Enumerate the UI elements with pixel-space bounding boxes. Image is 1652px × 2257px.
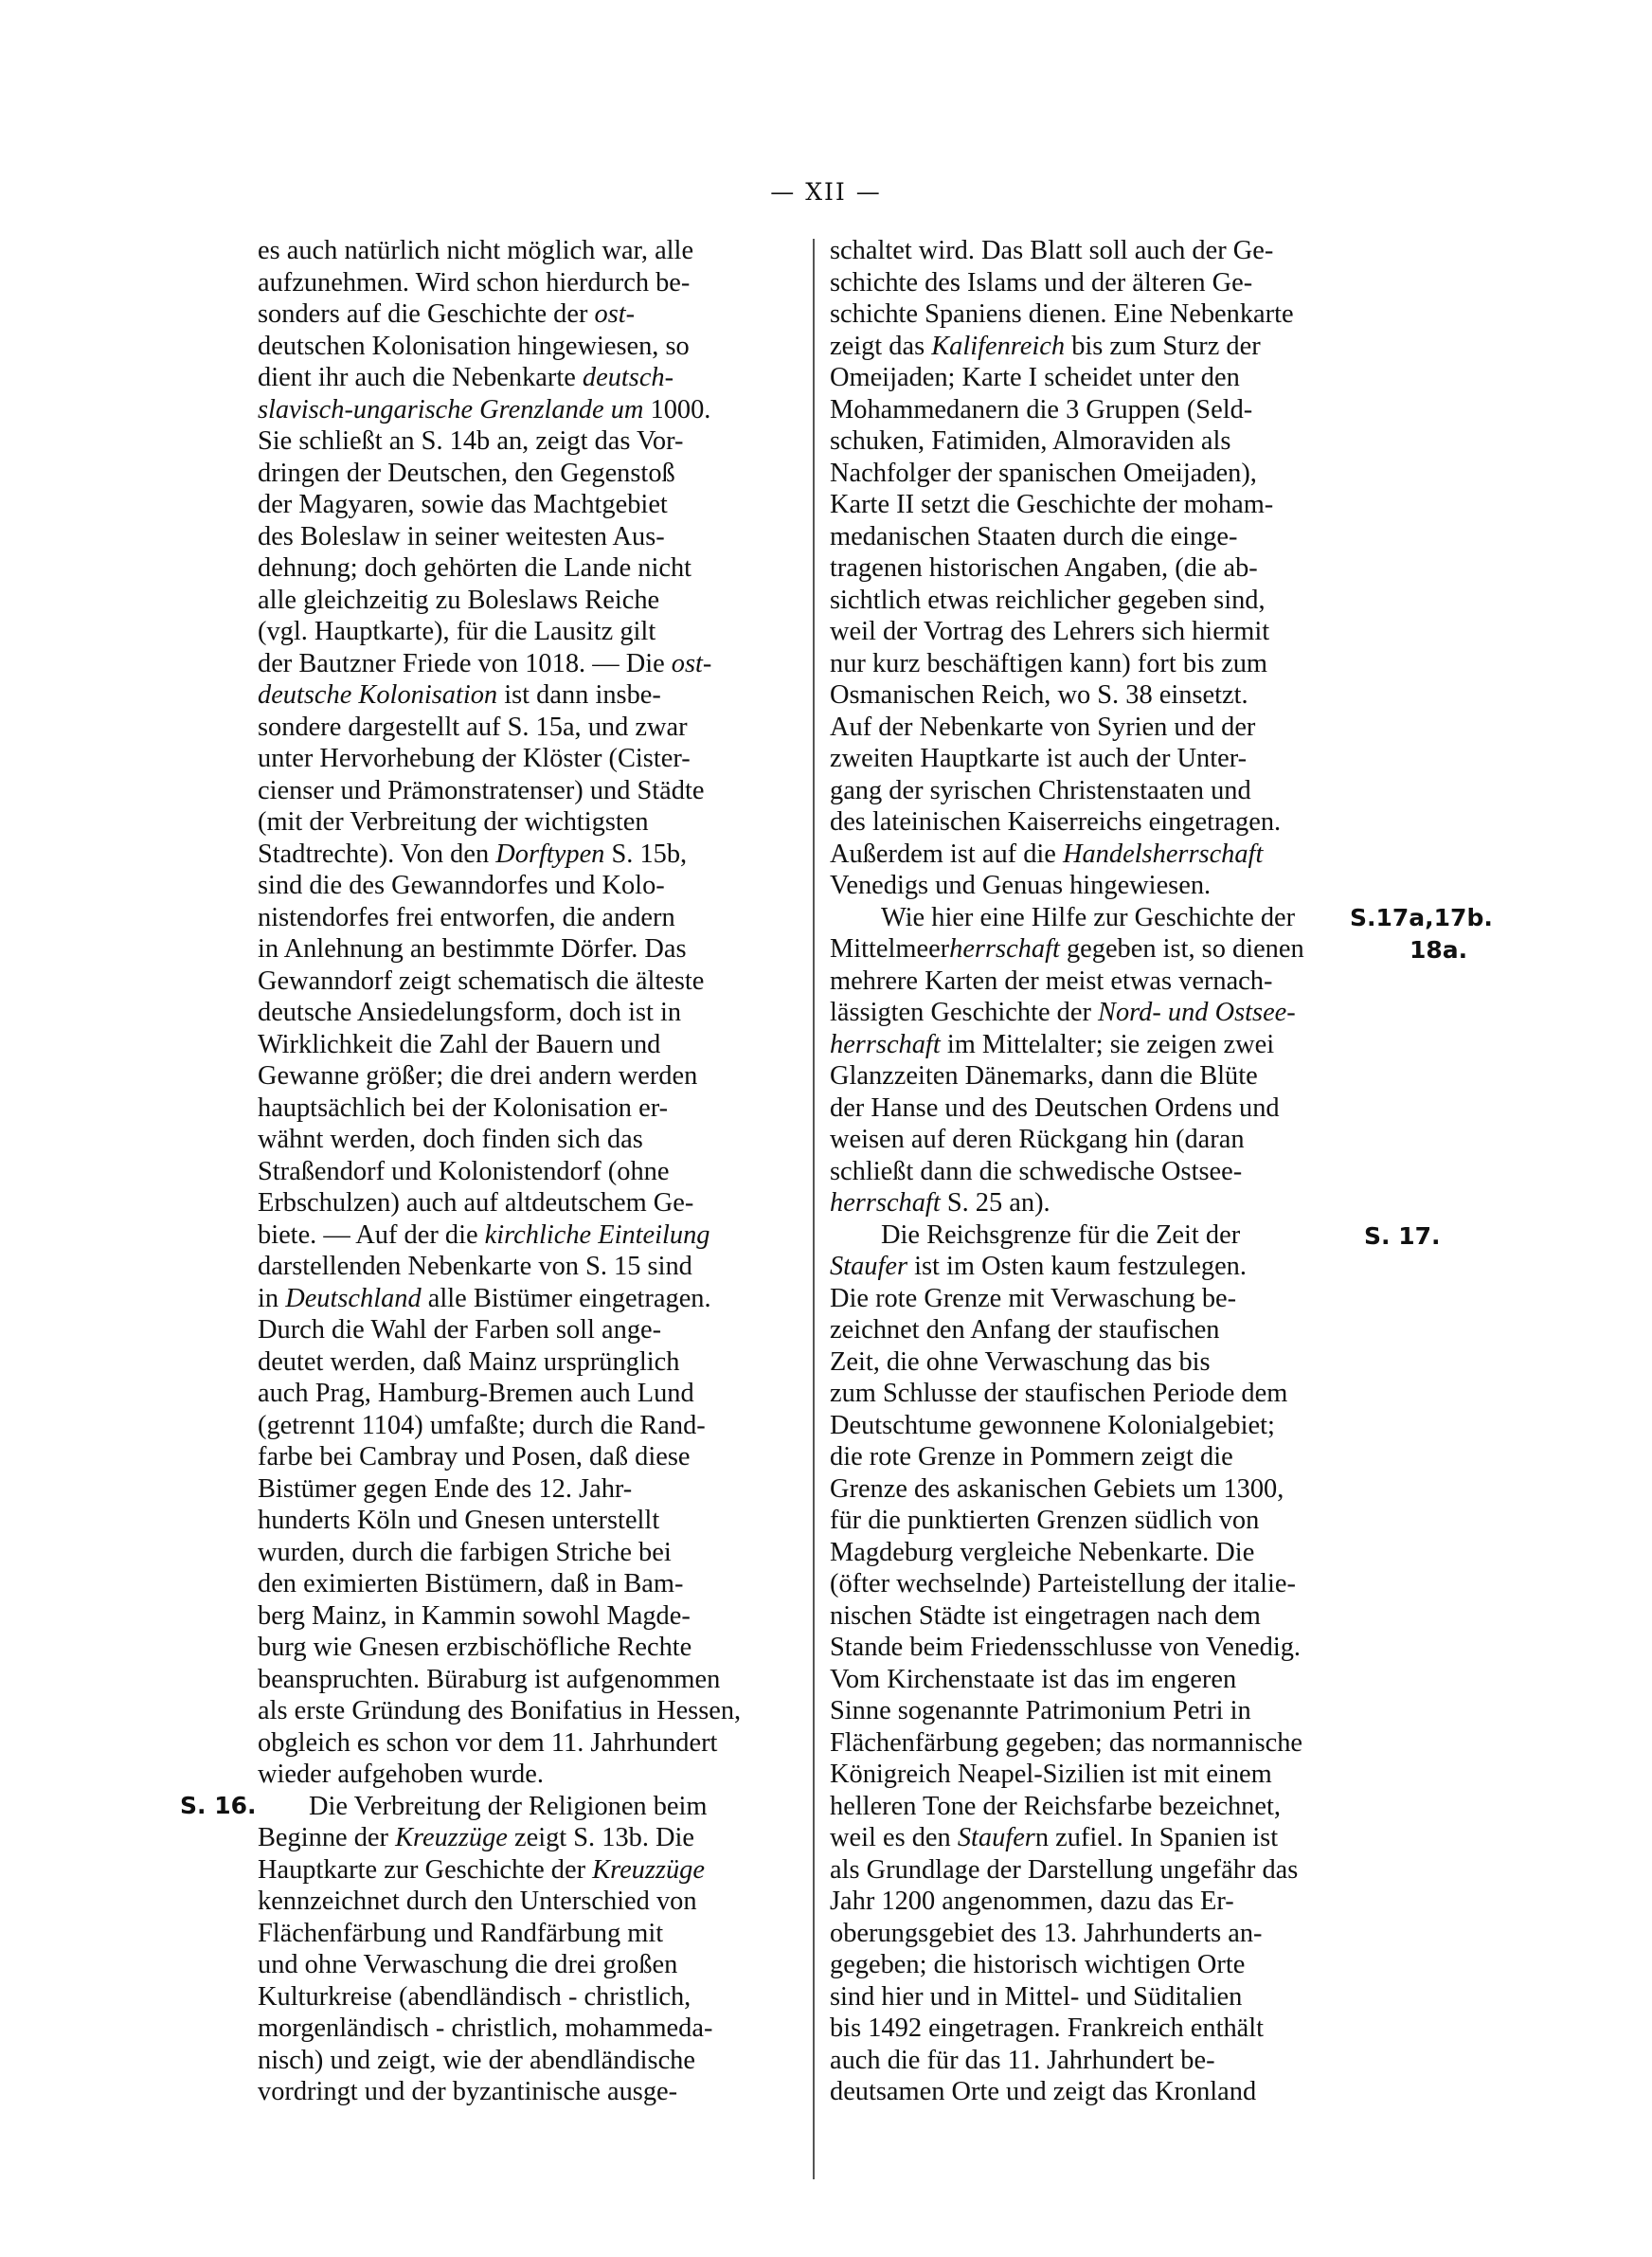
text-line: bis 1492 eingetragen. Frankreich enthält (830, 2013, 1265, 2043)
text-line: der Bautzner Friede von 1018. — Die ost- (258, 648, 712, 678)
text-line: schaltet wird. Das Blatt soll auch der Ge- (830, 236, 1274, 265)
text-line: (vgl. Hauptkarte), für die Lausitz gilt (258, 617, 656, 646)
text-line: cienser und Prämonstratenser) und Städte (258, 775, 705, 805)
right-text-column (830, 235, 1368, 2108)
text-line: aufzunehmen. Wird schon hierdurch be- (258, 267, 691, 298)
text-line: kennzeichnet durch den Unterschied von (258, 1887, 697, 1916)
text-line: dehnung; doch gehörten die Lande nicht (258, 553, 692, 583)
text-line: medanischen Staaten durch die einge- (830, 521, 1238, 551)
text-line: sind hier und in Mittel- und Süditalien (830, 1981, 1243, 2012)
text-line: farbe bei Cambray und Posen, daß diese (258, 1442, 691, 1472)
text-line: Grenze des askanischen Gebiets um 1300, (830, 1473, 1284, 1504)
text-line: den eximierten Bistümern, daß in Bam- (258, 1569, 684, 1598)
column-divider (813, 239, 815, 2179)
text-line: Wirklichkeit die Zahl der Bauern und (258, 1029, 661, 1059)
text-line: zweiten Hauptkarte ist auch der Unter- (830, 744, 1248, 773)
text-line: Die Verbreitung der Religionen beim (309, 1791, 708, 1821)
text-line: Die rote Grenze mit Verwaschung be- (830, 1283, 1237, 1313)
text-line: Sie schließt an S. 14b an, zeigt das Vor- (258, 426, 684, 456)
text-line: slavisch-ungarische Grenzlande um 1000. (258, 394, 711, 424)
text-line: in Deutschland alle Bistümer eingetragen. (258, 1283, 711, 1313)
text-line: deutsamen Orte und zeigt das Kronland (830, 2077, 1257, 2106)
text-line: der Hanse und des Deutschen Ordens und (830, 1092, 1280, 1123)
text-line: hauptsächlich bei der Kolonisation er- (258, 1092, 669, 1123)
text-line: beanspruchten. Büraburg ist aufgenommen (258, 1664, 721, 1694)
text-line: sonders auf die Geschichte der ost- (258, 299, 636, 329)
text-line: Nachfolger der spanischen Omeijaden), (830, 458, 1257, 488)
text-line: sichtlich etwas reichlicher gegeben sind, (830, 585, 1266, 615)
text-line: (getrennt 1104) umfaßte; durch die Rand- (258, 1410, 706, 1440)
text-line: Wie hier eine Hilfe zur Geschichte der (881, 902, 1296, 932)
text-line: alle gleichzeitig zu Boleslaws Reiche (258, 585, 660, 615)
text-line: herrschaft S. 25 an). (830, 1188, 1050, 1218)
text-line: Karte II setzt die Geschichte der moham- (830, 490, 1274, 519)
text-line: herrschaft im Mittelalter; sie zeigen zwei (830, 1029, 1275, 1059)
text-line: Osmanischen Reich, wo S. 38 einsetzt. (830, 680, 1248, 710)
text-line: Staufer ist im Osten kaum festzulegen. (830, 1252, 1247, 1281)
text-line: Venedigs und Genuas hingewiesen. (830, 871, 1212, 900)
text-line: Durch die Wahl der Farben soll ange- (258, 1315, 662, 1345)
text-line: wurden, durch die farbigen Striche bei (258, 1537, 672, 1567)
text-line: auch Prag, Hamburg-Bremen auch Lund (258, 1379, 694, 1408)
text-line: dringen der Deutschen, den Gegenstoß (258, 458, 675, 488)
text-line: deutsche Kolonisation ist dann insbe- (258, 680, 661, 710)
text-line: Außerdem ist auf die Handelsherrschaft (830, 839, 1264, 869)
text-line: weil es den Staufern zufiel. In Spanien ist (830, 1823, 1279, 1852)
text-line: Deutschtume gewonnene Kolonialgebiet; (830, 1410, 1275, 1440)
text-line: nischen Städte ist eingetragen nach dem (830, 1600, 1261, 1631)
text-line: Kulturkreise (abendländisch - christlich, (258, 1981, 691, 2012)
text-line: zeichnet den Anfang der staufischen (830, 1315, 1220, 1345)
text-line: Straßendorf und Kolonistendorf (ohne (258, 1156, 670, 1186)
text-line: als Grundlage der Darstellung ungefähr das (830, 1854, 1299, 1885)
text-line: mehrere Karten der meist etwas vernach- (830, 966, 1273, 996)
text-line: zeigt das Kalifenreich bis zum Sturz der (830, 331, 1261, 361)
text-line: Gewanndorf zeigt schematisch die älteste (258, 966, 705, 996)
text-line: schichte des Islams und der älteren Ge- (830, 267, 1253, 298)
text-line: Glanzzeiten Dänemarks, dann die Blüte (830, 1061, 1258, 1091)
text-line: sind die des Gewanndorfes und Kolo- (258, 871, 665, 900)
text-line: Beginne der Kreuzzüge zeigt S. 13b. Die (258, 1823, 695, 1852)
margin-ref-18a: 18a. (1410, 936, 1468, 964)
text-line: hunderts Köln und Gnesen unterstellt (258, 1506, 660, 1535)
text-line: Auf der Nebenkarte von Syrien und der (830, 712, 1256, 742)
text-line: die rote Grenze in Pommern zeigt die (830, 1442, 1233, 1472)
text-line: Erbschulzen) auch auf altdeutschem Ge- (258, 1188, 694, 1218)
text-line: wieder aufgehoben wurde. (258, 1760, 544, 1789)
text-line: des lateinischen Kaiserreichs eingetragen. (830, 807, 1282, 837)
text-line: nisch) und zeigt, wie der abendländische (258, 2045, 695, 2075)
text-line: nistendorfes frei entworfen, die andern (258, 902, 675, 932)
margin-ref-s16: S. 16. (180, 1792, 257, 1819)
text-line: Jahr 1200 angenommen, dazu das Er- (830, 1887, 1234, 1916)
text-line: schichte Spaniens dienen. Eine Nebenkarte (830, 299, 1294, 329)
text-line: (öfter wechselnde) Parteistellung der italie- (830, 1569, 1296, 1598)
text-line: Magdeburg vergleiche Nebenkarte. Die (830, 1537, 1255, 1567)
page-number: — XII — (770, 178, 882, 206)
text-line: deutschen Kolonisation hingewiesen, so (258, 331, 690, 361)
text-line: Die Reichsgrenze für die Zeit der (881, 1219, 1241, 1250)
text-line: sondere dargestellt auf S. 15a, und zwar (258, 712, 688, 742)
text-line: morgenländisch - christlich, mohammeda- (258, 2013, 713, 2043)
text-line: Mohammedanern die 3 Gruppen (Seld- (830, 394, 1253, 424)
text-line: gegeben; die historisch wichtigen Orte (830, 1950, 1246, 1979)
text-line: Königreich Neapel-Sizilien ist mit einem (830, 1760, 1272, 1789)
left-text-column (258, 235, 799, 2108)
text-line: Gewanne größer; die drei andern werden (258, 1061, 698, 1091)
text-line: für die punktierten Grenzen südlich von (830, 1506, 1260, 1535)
text-line: dient ihr auch die Nebenkarte deutsch- (258, 363, 674, 392)
text-line: Omeijaden; Karte I scheidet unter den (830, 363, 1240, 392)
text-line: helleren Tone der Reichsfarbe bezeichnet, (830, 1791, 1281, 1821)
margin-ref-s17a-17b: S.17a,17b. (1350, 904, 1493, 931)
text-line: Vom Kirchenstaate ist das im engeren (830, 1664, 1237, 1694)
text-line: tragenen historischen Angaben, (die ab- (830, 553, 1258, 583)
margin-ref-s17: S. 17. (1364, 1222, 1441, 1250)
text-line: (mit der Verbreitung der wichtigsten (258, 807, 649, 837)
text-line: Sinne sogenannte Patrimonium Petri in (830, 1696, 1251, 1725)
text-line: Bistümer gegen Ende des 12. Jahr- (258, 1473, 633, 1504)
text-line: der Magyaren, sowie das Machtgebiet (258, 490, 668, 519)
text-line: obgleich es schon vor dem 11. Jahrhundert (258, 1727, 718, 1758)
text-line: Mittelmeerherrschaft gegeben ist, so dienen (830, 934, 1304, 964)
text-line: biete. — Auf der die kirchliche Einteilung (258, 1219, 710, 1250)
text-line: Hauptkarte zur Geschichte der Kreuzzüge (258, 1854, 705, 1885)
text-line: auch die für das 11. Jahrhundert be- (830, 2045, 1215, 2075)
text-line: des Boleslaw in seiner weitesten Aus- (258, 521, 665, 551)
text-line: deutet werden, daß Mainz ursprünglich (258, 1346, 680, 1377)
text-line: Flächenfärbung und Randfärbung mit (258, 1918, 664, 1948)
text-line: wähnt werden, doch finden sich das (258, 1125, 643, 1154)
text-line: zum Schlusse der staufischen Periode dem (830, 1379, 1288, 1408)
text-line: schuken, Fatimiden, Almoraviden als (830, 426, 1231, 456)
text-line: Flächenfärbung gegeben; das normannische (830, 1727, 1303, 1758)
text-line: unter Hervorhebung der Klöster (Cister- (258, 744, 691, 773)
text-line: darstellenden Nebenkarte von S. 15 sind (258, 1252, 692, 1281)
text-line: Stadtrechte). Von den Dorftypen S. 15b, (258, 839, 688, 869)
text-line: und ohne Verwaschung die drei großen (258, 1950, 678, 1979)
text-line: vordringt und der byzantinische ausge- (258, 2077, 678, 2106)
text-line: schließt dann die schwedische Ostsee- (830, 1156, 1243, 1186)
text-line: berg Mainz, in Kammin sowohl Magde- (258, 1600, 691, 1631)
text-line: Zeit, die ohne Verwaschung das bis (830, 1346, 1211, 1377)
text-line: in Anlehnung an bestimmte Dörfer. Das (258, 934, 687, 964)
text-line: nur kurz beschäftigen kann) fort bis zum (830, 648, 1267, 678)
text-line: oberungsgebiet des 13. Jahrhunderts an- (830, 1918, 1263, 1948)
text-line: als erste Gründung des Bonifatius in Hessen, (258, 1696, 742, 1725)
text-line: Stande beim Friedensschlusse von Venedig. (830, 1633, 1302, 1662)
text-line: weil der Vortrag des Lehrers sich hiermit (830, 617, 1270, 646)
text-line: lässigten Geschichte der Nord- und Ostsee- (830, 998, 1296, 1027)
text-line: weisen auf deren Rückgang hin (daran (830, 1125, 1245, 1154)
text-line: burg wie Gnesen erzbischöfliche Rechte (258, 1633, 692, 1662)
text-line: es auch natürlich nicht möglich war, alle (258, 236, 694, 265)
text-line: gang der syrischen Christenstaaten und (830, 775, 1251, 805)
text-line: deutsche Ansiedelungsform, doch ist in (258, 998, 682, 1027)
